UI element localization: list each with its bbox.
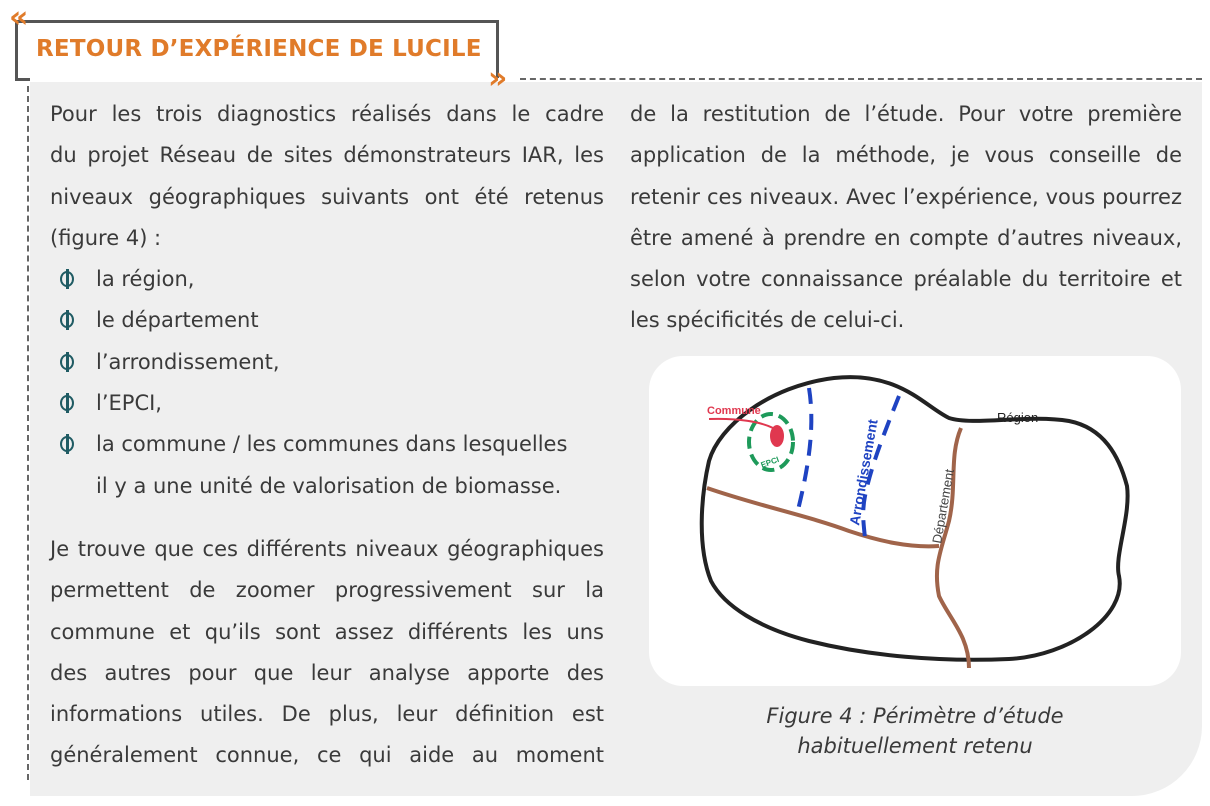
intro-line: (figure 4) : — [50, 225, 162, 250]
levels-list — [50, 259, 604, 507]
caption-line: Figure 4 : Périmètre d’étude — [766, 704, 1064, 728]
body-line: application de la méthode, je vous conseille de — [630, 143, 1182, 168]
dashed-divider-top — [520, 78, 1202, 80]
bullet-icon — [60, 395, 74, 411]
bullet-icon — [60, 312, 74, 328]
region-outline — [702, 377, 1128, 660]
body-line: généralement connue, ce qui aide au moment — [50, 743, 604, 768]
bullet-icon — [60, 436, 74, 452]
commune-pointer — [709, 419, 773, 428]
list-item: la commune / les communes dans lesquelles — [50, 424, 604, 465]
right-column — [630, 94, 1182, 342]
body-line: être amené à prendre en compte d’autres niveaux, — [630, 225, 1182, 250]
list-item: l’EPCI, — [50, 383, 604, 424]
title-frame-foot — [15, 78, 30, 81]
intro-line: du projet Réseau de sites démonstrateurs IAR, les — [50, 143, 604, 168]
left-column — [50, 94, 604, 777]
list-item: la région, — [50, 259, 604, 300]
list-item: l’arrondissement, — [50, 342, 604, 383]
departement-line-vertical — [937, 428, 969, 668]
departement-line-horizontal — [707, 488, 939, 546]
body-line: informations utiles. De plus, leur définition est — [50, 702, 604, 727]
close-quote-icon: » — [488, 61, 508, 96]
perimeter-diagram — [649, 356, 1181, 686]
body-line: Je trouve que ces différents niveaux géographiques — [50, 536, 604, 561]
body-line: de la restitution de l’étude. Pour votre première — [630, 102, 1182, 126]
open-quote-icon: « — [9, 0, 29, 35]
caption-line: habituellement retenu — [797, 734, 1033, 758]
intro-line: Pour les trois diagnostics réalisés dans le cadre — [50, 102, 604, 126]
page-title: RETOUR D’EXPÉRIENCE DE LUCILE — [36, 36, 482, 62]
dashed-divider-left — [27, 86, 29, 780]
body-line: permettent de zoomer progressivement sur la — [50, 578, 604, 603]
label-region: Région — [997, 410, 1039, 425]
label-commune: Commune — [707, 405, 761, 417]
body-line: commune et qu’ils sont assez différents les uns — [50, 619, 604, 644]
list-item: le département — [50, 300, 604, 341]
body-line: selon votre connaissance préalable du territoire et — [630, 267, 1182, 292]
figure-caption — [649, 701, 1181, 761]
body-line: retenir ces niveaux. Avec l’expérience, vous pourrez — [630, 184, 1182, 209]
intro-line: niveaux géographiques suivants ont été retenus — [50, 184, 604, 209]
arrondissement-line-1 — [797, 388, 811, 514]
label-departement: Département — [929, 467, 958, 545]
bullet-icon — [60, 271, 74, 287]
body-line: les spécificités de celui-ci. — [630, 308, 905, 333]
label-arrondissement: Arrondissement — [846, 418, 881, 527]
list-item-continuation: il y a une unité de valorisation de biomasse. — [96, 473, 562, 498]
body-line: des autres pour que leur analyse apporte des — [50, 660, 604, 685]
label-epci: EPCI — [759, 454, 781, 470]
bullet-icon — [60, 354, 74, 370]
figure-4-map — [649, 356, 1181, 686]
